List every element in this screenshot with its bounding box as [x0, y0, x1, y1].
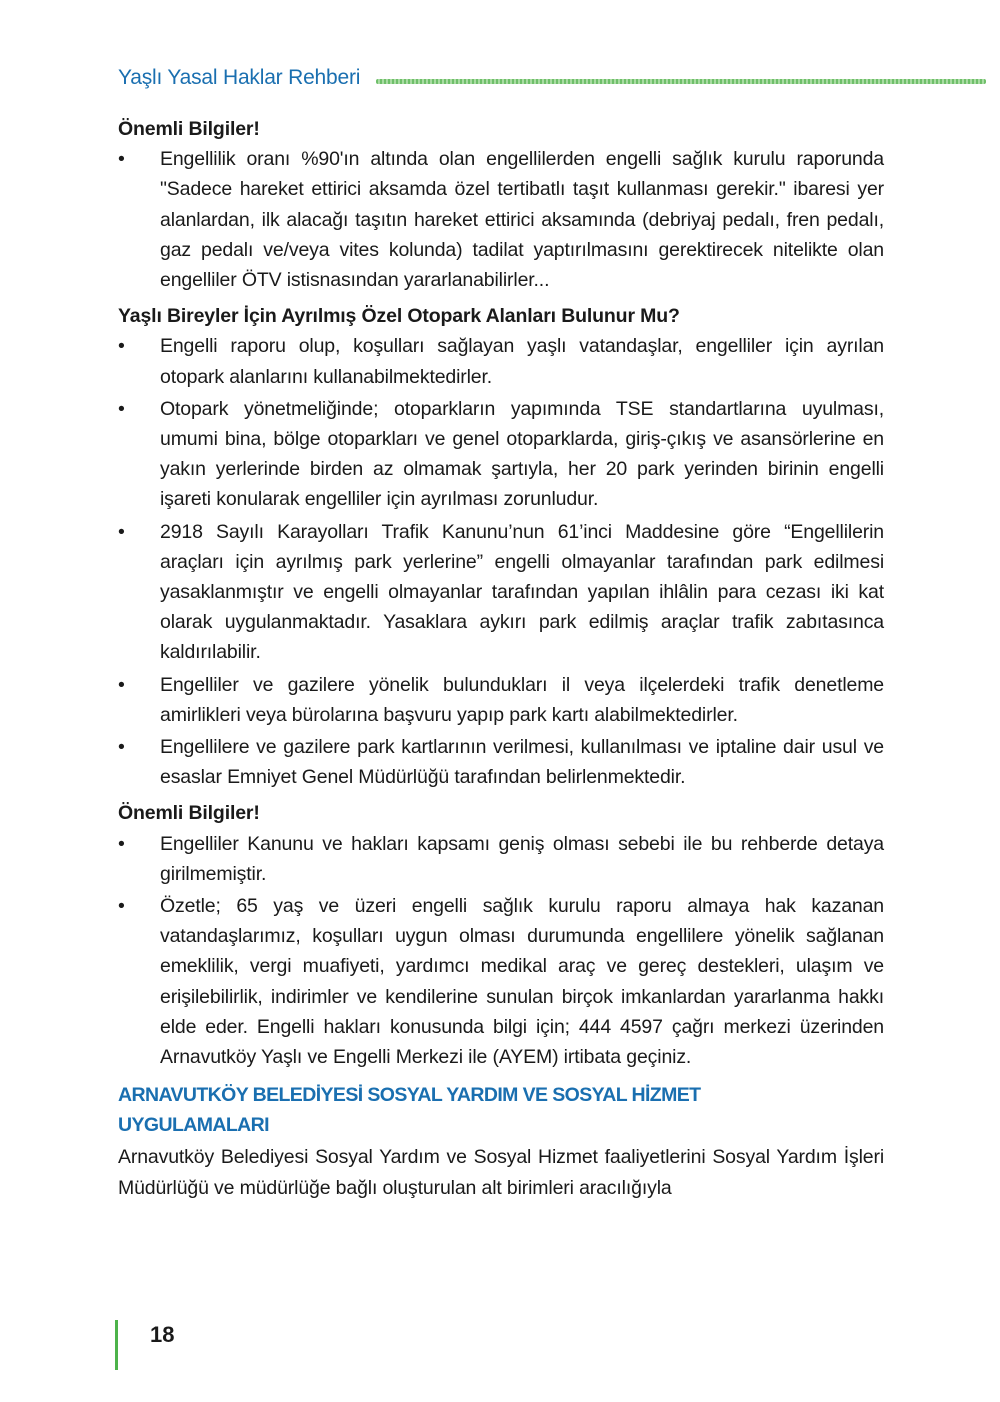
bullet-icon: •	[118, 520, 125, 543]
list-item	[118, 144, 884, 295]
list-item-text: Engelli raporu olup, koşulları sağlayan yaşlı vatandaşlar, engelliler için ayrılan otopark alanlarını kullanabilmektedirler.	[160, 335, 884, 388]
list-item-text: Engellilere ve gazilere park kartlarının verilmesi, kullanılması ve iptaline dair usul ve esaslar Emniyet Genel Müdürlüğü tarafından belirlenmektedir.	[160, 736, 884, 789]
info-list-2	[118, 829, 884, 1073]
list-item	[118, 829, 884, 889]
municipality-section-title	[118, 1080, 884, 1140]
list-item	[118, 732, 884, 792]
bullet-icon: •	[118, 148, 125, 171]
bullet-icon: •	[118, 673, 125, 696]
page-content	[118, 114, 884, 1203]
list-item	[118, 670, 884, 730]
list-item	[118, 891, 884, 1072]
bullet-icon: •	[118, 736, 125, 759]
info-heading-1: Önemli Bilgiler!	[118, 118, 260, 140]
section-title-line-1: ARNAVUTKÖY BELEDİYESİ SOSYAL YARDIM VE SOSYAL HİZMET	[118, 1084, 701, 1107]
list-item-text: Engelliler Kanunu ve hakları kapsamı geniş olması sebebi ile bu rehberde detaya girilmemiştir.	[160, 832, 884, 885]
parking-heading: Yaşlı Bireyler İçin Ayrılmış Özel Otopark Alanları Bulunur Mu?	[118, 305, 680, 328]
parking-list	[118, 331, 884, 792]
list-item	[118, 517, 884, 668]
header-decorative-rule	[376, 79, 986, 84]
bullet-icon: •	[118, 832, 125, 855]
bullet-icon: •	[118, 397, 125, 420]
list-item-text: Engellilik oranı %90'ın altında olan engellilerden engelli sağlık kurulu raporunda "Sadece hareket ettirici aksamda özel tertibatlı taşıt kullanması gerekir." ibaresi yer alanlardan, ilk alacağı taşıtın hareket ettirici aksamında (debriyaj pedalı, fren pedalı, gaz pedalı ve/veya vites kolunda) tadilat yaptırılmasını gerektirecek nitelikte olan engelliler ÖTV istisnasından yararlanabilirler...	[160, 148, 884, 292]
list-item-text: Özetle; 65 yaş ve üzeri engelli sağlık kurulu raporu almaya hak kazanan vatandaşlarımız, koşulları uygun olması durumunda engellilere yönelik sağlanan emeklilik, vergi muafiyeti, yardımcı medikal araç ve gereç destekleri, ulaşım ve erişilebilirlik, indirimler ve kendilerine sunulan birçok imkanlardan yararlanma hakkı elde eder. Engelli hakları konusunda bilgi için; 444 4597 çağrı merkezi üzerinden Arnavutköy Yaşlı ve Engelli Merkezi ile (AYEM) irtibata geçiniz.	[160, 895, 884, 1069]
bullet-icon: •	[118, 335, 125, 358]
list-item	[118, 394, 884, 515]
list-item-text: Otopark yönetmeliğinde; otoparkların yapımında TSE standartlarına uyulması, umumi bina, bölge otoparkları ve genel otoparklarda, giriş-çıkış ve asansörlerine en yakın yerlerinde birden az olmamak şartıyla, her 20 park yerinden birinin engelli işareti konularak engelliler için ayrılması zorunludur.	[160, 397, 884, 511]
list-item-text: 2918 Sayılı Karayolları Trafik Kanunu’nun 61’inci Maddesine göre “Engellilerin araçları için ayrılmış park yerlerine” engelli olmayanlar tarafından park edilmesi yasaklanmıştır ve engelli olmayanlar tarafından yapılan ihlâlin para cezası iki kat olarak uygulanmaktadır. Yasaklara aykırı park edilmiş araçlar trafik zabıtasınca kaldırılabilir.	[160, 520, 884, 664]
info-heading-2: Önemli Bilgiler!	[118, 802, 260, 825]
list-item	[118, 331, 884, 391]
bullet-icon: •	[118, 895, 125, 918]
page-number: 18	[150, 1322, 175, 1347]
section-title-line-2: UYGULAMALARI	[118, 1114, 269, 1137]
municipality-paragraph: Arnavutköy Belediyesi Sosyal Yardım ve Sosyal Hizmet faaliyetlerini Sosyal Yardım İşleri Müdürlüğü ve müdürlüğe bağlı oluşturulan alt birimleri aracılığıyla	[118, 1146, 884, 1199]
header-title: Yaşlı Yasal Haklar Rehberi	[118, 66, 361, 89]
list-item-text: Engelliler ve gazilere yönelik bulundukları il veya ilçelerdeki trafik denetleme amirlikleri veya bürolarına başvuru yapıp park kartı alabilmektedirler.	[160, 673, 884, 726]
running-header	[118, 60, 986, 96]
page-number-bar	[115, 1320, 118, 1370]
info-list-1	[118, 144, 884, 295]
